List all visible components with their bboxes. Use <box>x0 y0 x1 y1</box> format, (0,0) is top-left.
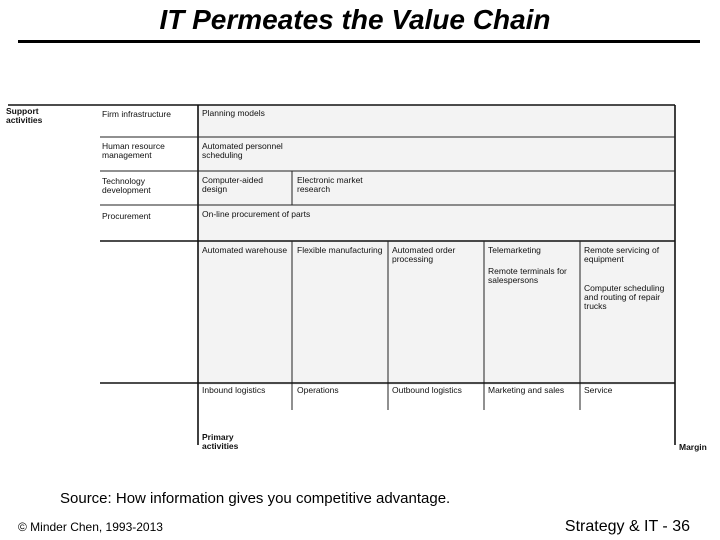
column-label-marketing: Marketing and sales <box>488 385 565 395</box>
source-caption: Source: How information gives you competitive advantage. <box>60 490 451 507</box>
primary-activities-label: Primary activities <box>202 432 239 451</box>
support-item: Electronic market research <box>297 175 363 194</box>
margin-label: Margin <box>679 442 707 452</box>
primary-item: Computer scheduling and routing of repair trucks <box>584 283 665 311</box>
primary-item: Automated order processing <box>392 245 456 264</box>
copyright-notice: © Minder Chen, 1993-2013 <box>18 520 163 534</box>
column-label-operations: Operations <box>297 385 339 395</box>
row-label-procurement: Procurement <box>102 211 151 221</box>
support-item: On-line procurement of parts <box>202 209 311 219</box>
page-reference: Strategy & IT - 36 <box>564 518 690 535</box>
primary-item: Remote terminals for salespersons <box>488 266 567 285</box>
column-label-inbound: Inbound logistics <box>202 385 266 395</box>
row-label-firm-infrastructure: Firm infrastructure <box>102 109 171 119</box>
title-divider <box>18 40 700 43</box>
support-item: Computer-aided design <box>202 175 263 194</box>
primary-item: Automated warehouse <box>202 245 288 255</box>
value-chain-diagram <box>0 100 720 460</box>
column-label-service: Service <box>584 385 613 395</box>
primary-item: Remote servicing of equipment <box>584 245 660 264</box>
column-label-outbound: Outbound logistics <box>392 385 462 395</box>
row-label-technology: Technology development <box>102 176 151 195</box>
row-label-human-resource: Human resource management <box>102 141 165 160</box>
slide-title: IT Permeates the Value Chain <box>159 4 551 35</box>
primary-item: Flexible manufacturing <box>297 245 383 255</box>
primary-item: Telemarketing <box>488 245 541 255</box>
support-item: Planning models <box>202 108 265 118</box>
support-activities-label: Support activities <box>6 106 43 125</box>
support-item: Automated personnel scheduling <box>202 141 283 160</box>
